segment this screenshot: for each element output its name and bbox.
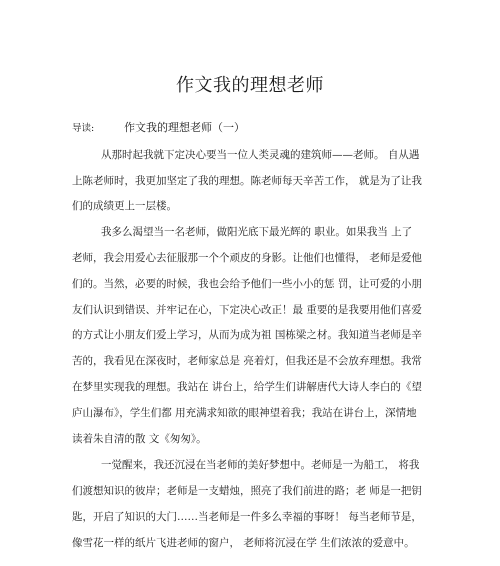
- guide-label: 导读:: [72, 123, 95, 134]
- document-title: 作文我的理想老师: [176, 75, 324, 96]
- paragraph-line: 我多么渴望当一名老师，做阳光底下最光辉的 职业。如果我当 上了: [101, 226, 413, 238]
- paragraph-line: 们渡想知识的彼岸；老师是一支蜡烛，照亮了我们前进的路；老 师是一把钥: [72, 485, 422, 497]
- paragraph-line: 们的成绩更上一层楼。: [72, 200, 177, 212]
- paragraph-line: 苦的，我看见在深夜时，老师家总是 亮着灯，但我还是不会放弃理想。我常: [72, 355, 422, 367]
- paragraph-line: 在梦里实现我的理想。我站在 讲台上，给学生们讲解唐代大诗人李白的《望: [72, 381, 422, 393]
- document-subtitle: 作文我的理想老师（一）: [124, 121, 245, 134]
- paragraph-line: 上陈老师时，我更加坚定了我的理想。陈老师每天辛苦工作， 就是为了让我: [72, 175, 422, 187]
- paragraph-line: 从那时起我就下定决心要当一位人类灵魂的建筑师——老师。 自从遇: [101, 149, 420, 161]
- paragraph-line: 读着朱自清的散 文《匆匆》。: [72, 433, 207, 445]
- paragraph-line: 的方式让小朋友们爱上学习，从而为成为祖 国栋梁之材。我知道当老师是辛: [72, 329, 422, 341]
- paragraph-line: 庐山瀑布》，学生们都 用充满求知欲的眼神望着我；我站在讲台上，深情地: [72, 407, 417, 419]
- paragraph-line: 一觉醒来，我还沉浸在当老师的美好梦想中。老师是一为船工， 将我: [101, 459, 420, 471]
- paragraph-line: 们的。当然，必要的时候，我也会给予他们一些小小的惩 罚，让可爱的小朋: [72, 278, 422, 290]
- paragraph-line: 友们认识到错误、并牢记在心，下定决心改正！最 重要的是我要用他们喜爱: [72, 304, 422, 316]
- paragraph-line: 老师，我会用爱心去征服那一个个顽皮的身影。让他们也懂得， 老师是爱他: [72, 252, 422, 264]
- paragraph-line: 匙，开启了知识的大门……当老师是一件多么幸福的事呀！ 每当老师节是，: [72, 511, 422, 523]
- paragraph-line: 像雪花一样的纸片飞进老师的窗户， 老师将沉浸在学 生们浓浓的爱意中。: [72, 537, 415, 549]
